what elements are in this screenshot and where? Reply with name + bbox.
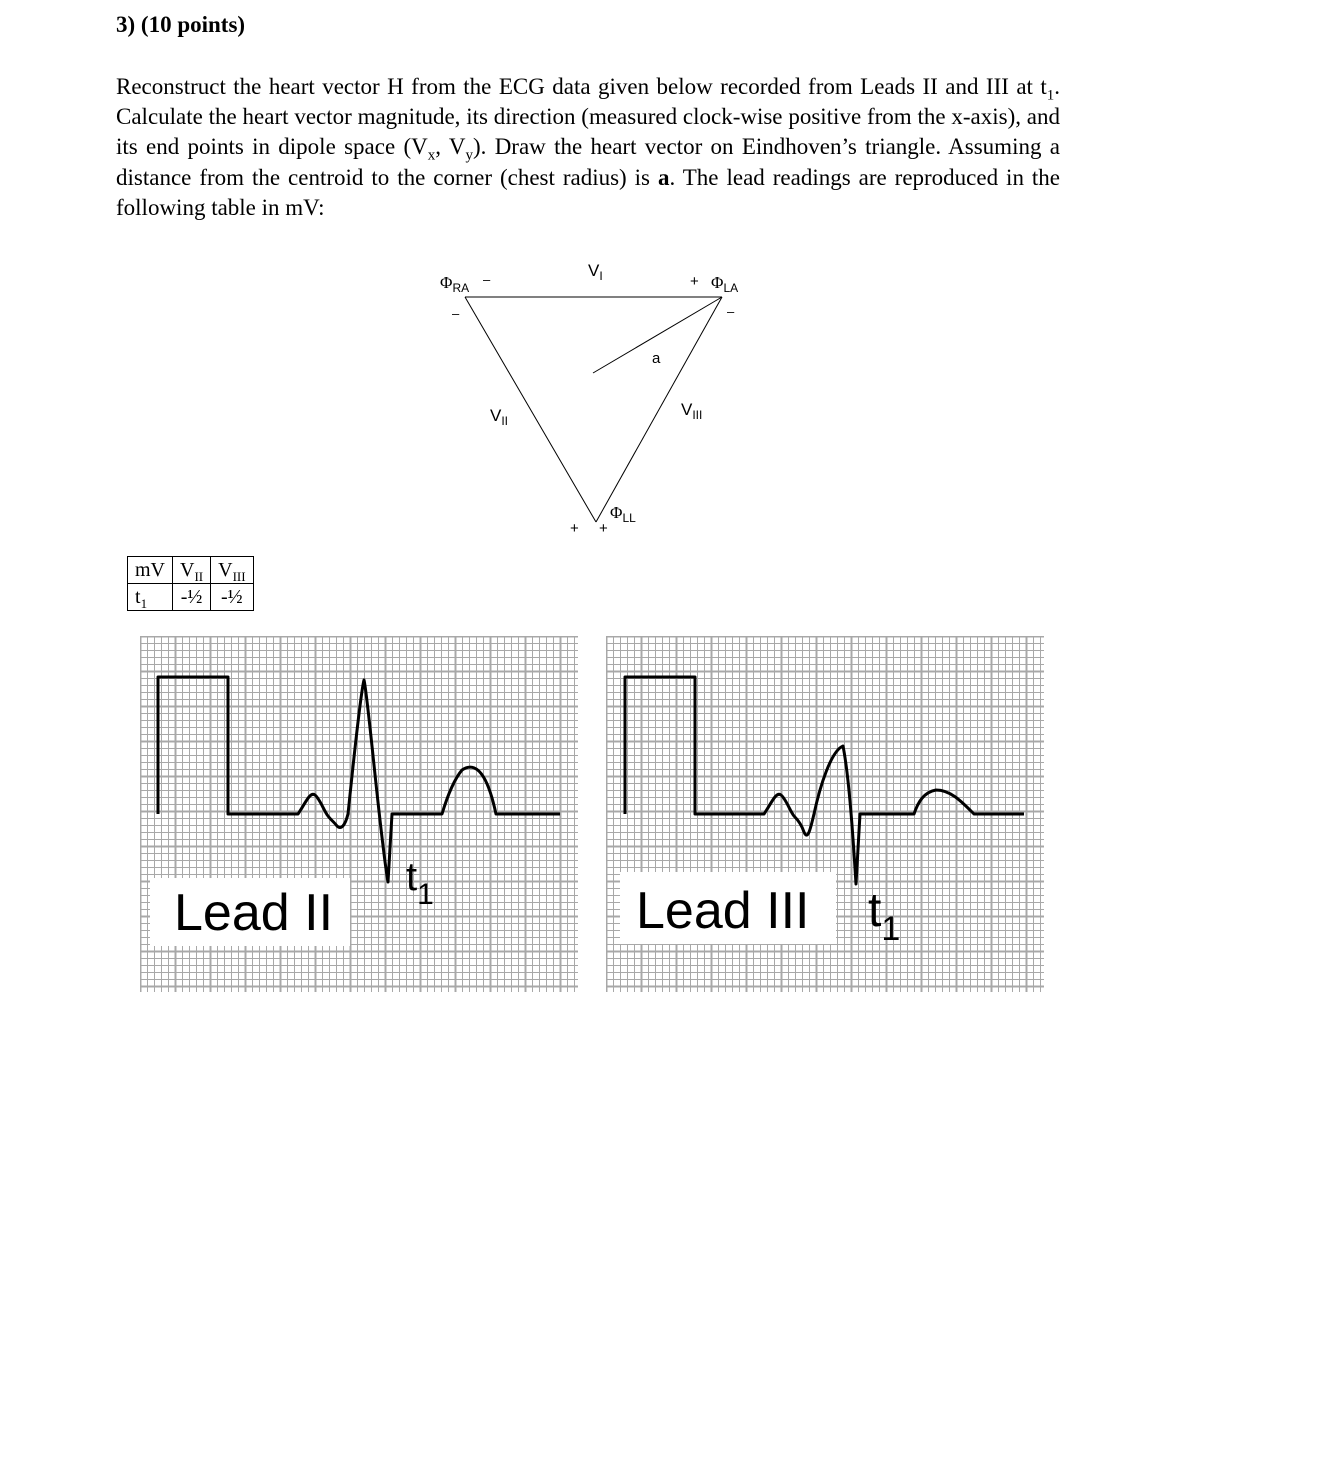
problem-text-5: . The lead readings are reproduced in the following table in mV: (116, 164, 1061, 220)
problem-statement (116, 72, 1060, 223)
table-lead-iii-value: -½ (211, 584, 253, 611)
problem-text-3: , V (435, 134, 466, 160)
problem-t-subscript: 1 (1046, 87, 1055, 104)
problem-radius-symbol: a (657, 164, 670, 190)
lead-ii-minus-sign: – (452, 306, 460, 321)
triangle-right-edge (596, 297, 722, 522)
lead-i-label: $V_I$ (588, 261, 603, 283)
lead-ii-plus-sign: + (570, 520, 579, 537)
problem-text-1: Reconstruct the heart vector H from the ECG data given below recorded from Leads II and III at t (116, 74, 1047, 99)
table-time-cell: $t_1$ (128, 584, 173, 611)
lead-readings-table (127, 556, 254, 611)
table-header-row (128, 557, 254, 584)
problem-heading: 3) (10 points) (116, 12, 246, 37)
ll-potential-label: $\Phi_{LL}$ (610, 503, 636, 525)
lead-ii-label: $V_{II}$ (490, 406, 509, 428)
lead-iii-label: $V_{III}$ (681, 400, 703, 422)
table-row (128, 584, 254, 611)
lead-ii-label: Lead II (174, 884, 334, 942)
problem-text-4: ). Draw the heart vector on Eindhoven’s triangle. Assuming a distance from the centroid to the corner (chest radius) is (116, 134, 1060, 190)
table-lead-ii-value: -½ (173, 584, 211, 611)
lead-i-plus-sign: + (690, 273, 699, 290)
problem-text-2: . Calculate the heart vector magnitude, its direction (measured clock-wise positive from the x-axis), and its end points in dipole space (V (116, 74, 1060, 160)
radius-label: a (652, 350, 661, 367)
table-lead-ii-header: $V_{II}$ (173, 557, 211, 584)
problem-x-subscript: x (427, 148, 436, 164)
triangle-left-edge (465, 297, 596, 522)
lead-ii-time-marker: $t_1$ (406, 855, 434, 911)
ra-potential-label: $\Phi_{RA}$ (440, 273, 470, 295)
einthoven-triangle-diagram (400, 240, 760, 540)
lead-iii-time-marker: $t_1$ (868, 884, 901, 948)
la-potential-label: $\Phi_{LA}$ (711, 273, 739, 295)
lead-iii-minus-sign: – (727, 304, 735, 319)
table-lead-iii-header: $V_{III}$ (211, 557, 253, 584)
lead-iii-label: Lead III (636, 882, 810, 940)
table-unit-header: mV (128, 557, 173, 584)
problem-y-subscript: y (465, 148, 473, 164)
lead-ii-ecg-strip (140, 636, 578, 992)
lead-iii-ecg-strip (606, 636, 1044, 992)
lead-i-minus-sign: – (483, 272, 491, 287)
lead-iii-plus-sign: + (599, 520, 608, 537)
